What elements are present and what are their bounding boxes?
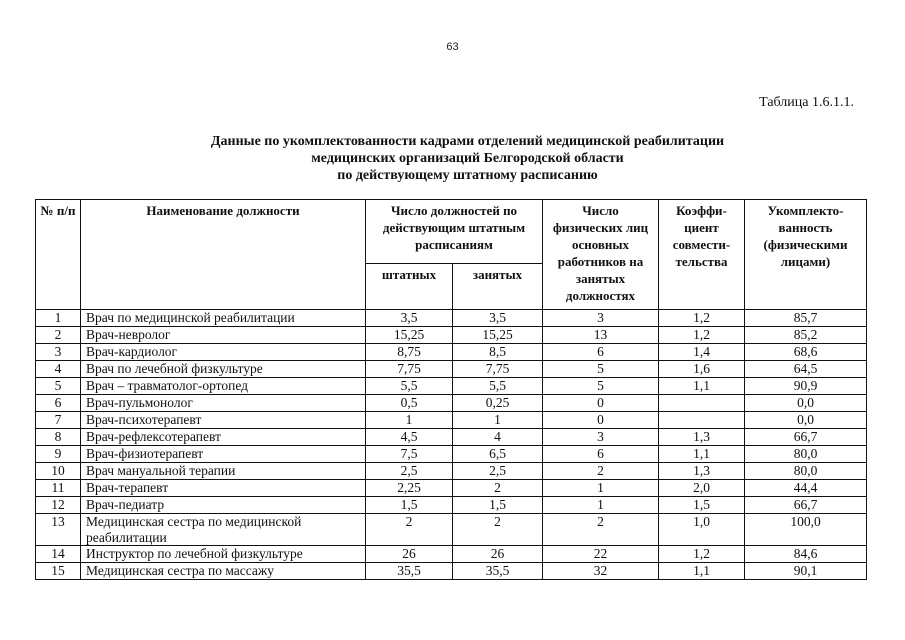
cell-coef: 1,1 [659, 563, 745, 580]
cell-name: Врач-невролог [81, 327, 366, 344]
cell-completeness: 66,7 [745, 497, 867, 514]
cell-occupied: 7,75 [453, 361, 543, 378]
cell-staff: 35,5 [366, 563, 453, 580]
cell-name: Врач-рефлексотерапевт [81, 429, 366, 446]
cell-physical: 0 [543, 395, 659, 412]
cell-completeness: 100,0 [745, 514, 867, 546]
staffing-table [35, 199, 867, 580]
cell-physical: 2 [543, 514, 659, 546]
title-line: Данные по укомплектованности кадрами отделений медицинской реабилитации [210, 134, 725, 149]
header-position: Наименование должности [81, 200, 366, 310]
cell-num: 4 [36, 361, 81, 378]
cell-physical: 1 [543, 497, 659, 514]
title-line: медицинских организаций Белгородской области [311, 151, 624, 166]
cell-occupied: 26 [453, 546, 543, 563]
cell-completeness: 90,9 [745, 378, 867, 395]
cell-completeness: 90,1 [745, 563, 867, 580]
cell-completeness: 64,5 [745, 361, 867, 378]
cell-completeness: 44,4 [745, 480, 867, 497]
cell-physical: 1 [543, 480, 659, 497]
cell-coef [659, 395, 745, 412]
table-row [36, 327, 867, 344]
cell-num: 3 [36, 344, 81, 361]
cell-physical: 0 [543, 412, 659, 429]
cell-occupied: 0,25 [453, 395, 543, 412]
cell-staff: 3,5 [366, 310, 453, 327]
cell-num: 13 [36, 514, 81, 546]
cell-physical: 6 [543, 344, 659, 361]
cell-completeness: 68,6 [745, 344, 867, 361]
cell-name: Врач по лечебной физкультуре [81, 361, 366, 378]
cell-num: 7 [36, 412, 81, 429]
header-num: № п/п [36, 200, 81, 310]
cell-staff: 1 [366, 412, 453, 429]
cell-physical: 3 [543, 310, 659, 327]
cell-staff: 5,5 [366, 378, 453, 395]
cell-name: Врач мануальной терапии [81, 463, 366, 480]
cell-num: 2 [36, 327, 81, 344]
table-row [36, 378, 867, 395]
cell-name: Врач по медицинской реабилитации [81, 310, 366, 327]
cell-staff: 8,75 [366, 344, 453, 361]
header-positions-count: Число должностей по действующим штатным расписаниям [366, 200, 543, 264]
cell-completeness: 66,7 [745, 429, 867, 446]
cell-num: 8 [36, 429, 81, 446]
cell-name: Инструктор по лечебной физкультуре [81, 546, 366, 563]
header-staff: штатных [366, 264, 453, 310]
cell-staff: 2 [366, 514, 453, 546]
cell-name: Медицинская сестра по медицинской реабилитации [81, 514, 366, 546]
cell-name: Врач-педиатр [81, 497, 366, 514]
cell-num: 12 [36, 497, 81, 514]
cell-coef: 1,2 [659, 310, 745, 327]
cell-occupied: 35,5 [453, 563, 543, 580]
cell-physical: 2 [543, 463, 659, 480]
table-row [36, 344, 867, 361]
cell-name: Врач-кардиолог [81, 344, 366, 361]
table-row [36, 412, 867, 429]
cell-completeness: 84,6 [745, 546, 867, 563]
cell-staff: 7,5 [366, 446, 453, 463]
cell-physical: 5 [543, 361, 659, 378]
cell-coef: 1,5 [659, 497, 745, 514]
cell-staff: 2,5 [366, 463, 453, 480]
cell-physical: 3 [543, 429, 659, 446]
cell-occupied: 2 [453, 514, 543, 546]
cell-completeness: 0,0 [745, 395, 867, 412]
cell-name: Врач-физиотерапевт [81, 446, 366, 463]
cell-name: Врач – травматолог-ортопед [81, 378, 366, 395]
cell-num: 10 [36, 463, 81, 480]
cell-num: 9 [36, 446, 81, 463]
cell-coef: 1,4 [659, 344, 745, 361]
cell-coef: 1,2 [659, 327, 745, 344]
cell-physical: 6 [543, 446, 659, 463]
cell-name: Медицинская сестра по массажу [81, 563, 366, 580]
cell-occupied: 1 [453, 412, 543, 429]
cell-completeness: 80,0 [745, 463, 867, 480]
cell-num: 11 [36, 480, 81, 497]
cell-coef: 1,1 [659, 378, 745, 395]
table-row [36, 480, 867, 497]
header-coef: Коэффи-циент совмести-тельства [659, 200, 745, 310]
cell-name: Врач-терапевт [81, 480, 366, 497]
cell-staff: 15,25 [366, 327, 453, 344]
table-row [36, 361, 867, 378]
table-row [36, 463, 867, 480]
cell-physical: 13 [543, 327, 659, 344]
cell-physical: 32 [543, 563, 659, 580]
cell-completeness: 85,7 [745, 310, 867, 327]
cell-staff: 1,5 [366, 497, 453, 514]
cell-coef: 1,1 [659, 446, 745, 463]
cell-occupied: 5,5 [453, 378, 543, 395]
cell-occupied: 1,5 [453, 497, 543, 514]
cell-staff: 4,5 [366, 429, 453, 446]
cell-coef: 1,6 [659, 361, 745, 378]
cell-occupied: 8,5 [453, 344, 543, 361]
table-row [36, 395, 867, 412]
cell-completeness: 0,0 [745, 412, 867, 429]
cell-staff: 7,75 [366, 361, 453, 378]
table-row [36, 514, 867, 546]
header-completeness: Укомплекто-ванность (физическими лицами) [745, 200, 867, 310]
cell-occupied: 6,5 [453, 446, 543, 463]
cell-physical: 5 [543, 378, 659, 395]
cell-num: 15 [36, 563, 81, 580]
cell-num: 6 [36, 395, 81, 412]
cell-occupied: 2,5 [453, 463, 543, 480]
cell-completeness: 80,0 [745, 446, 867, 463]
title-line: по действующему штатному расписанию [337, 168, 598, 183]
cell-completeness: 85,2 [745, 327, 867, 344]
cell-occupied: 3,5 [453, 310, 543, 327]
cell-coef: 1,3 [659, 463, 745, 480]
cell-occupied: 15,25 [453, 327, 543, 344]
table-row [36, 563, 867, 580]
cell-num: 14 [36, 546, 81, 563]
cell-coef: 1,2 [659, 546, 745, 563]
cell-coef [659, 412, 745, 429]
cell-occupied: 2 [453, 480, 543, 497]
cell-num: 1 [36, 310, 81, 327]
cell-coef: 1,0 [659, 514, 745, 546]
cell-staff: 0,5 [366, 395, 453, 412]
table-row [36, 310, 867, 327]
cell-occupied: 4 [453, 429, 543, 446]
cell-coef: 1,3 [659, 429, 745, 446]
cell-num: 5 [36, 378, 81, 395]
cell-physical: 22 [543, 546, 659, 563]
header-physical: Число физических лиц основных работников на занятых должностях [543, 200, 659, 310]
header-occupied: занятых [453, 264, 543, 310]
cell-coef: 2,0 [659, 480, 745, 497]
table-row [36, 446, 867, 463]
cell-name: Врач-психотерапевт [81, 412, 366, 429]
table-row [36, 546, 867, 563]
page-number: 63 [446, 41, 459, 53]
cell-staff: 26 [366, 546, 453, 563]
table-title [0, 133, 905, 184]
table-caption: Таблица 1.6.1.1. [759, 95, 854, 110]
cell-staff: 2,25 [366, 480, 453, 497]
cell-name: Врач-пульмонолог [81, 395, 366, 412]
table-row [36, 497, 867, 514]
table-row [36, 429, 867, 446]
